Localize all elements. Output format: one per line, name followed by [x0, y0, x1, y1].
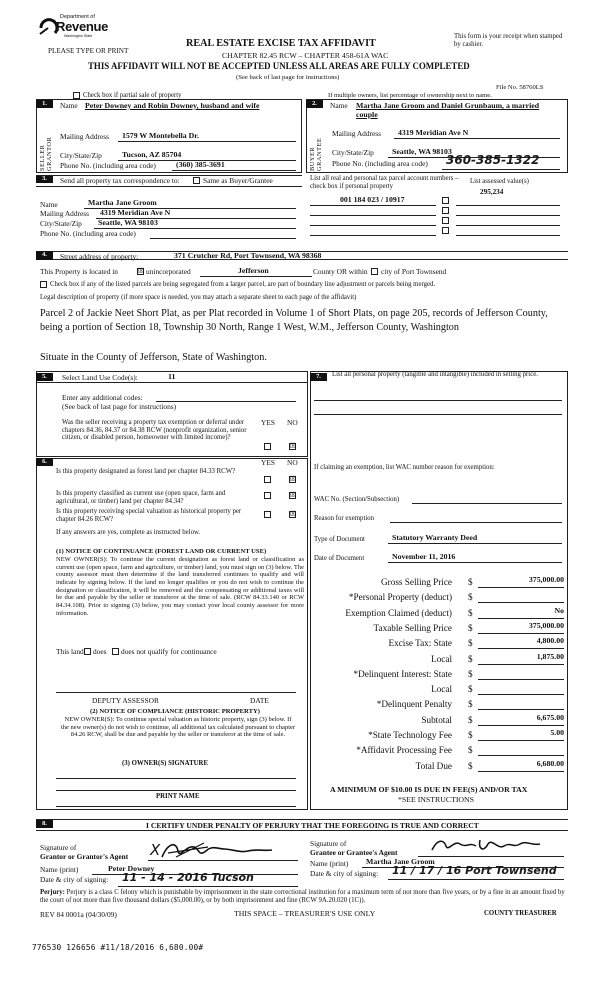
seller-name-label: Name	[60, 101, 78, 110]
see-instructions: *SEE INSTRUCTIONS	[398, 795, 475, 804]
seller-addr-label: Mailing Address	[60, 132, 110, 141]
section-5-number: 5.	[36, 373, 53, 381]
doc-date-label: Date of Document	[314, 555, 365, 562]
agency-line2: Washington State	[64, 34, 93, 38]
grantee-sig-label-a: Signature of	[310, 839, 347, 848]
tax-row	[312, 684, 564, 696]
same-as-buyer-checkbox[interactable]	[193, 177, 200, 184]
tax-row	[312, 712, 564, 727]
seller-side-label: SELLER GRANTOR	[39, 136, 54, 171]
tax-row-dollar: $	[468, 745, 473, 756]
tax-row-label: Subtotal	[421, 714, 452, 725]
notice-1-text: NEW OWNER(S): To continue the current designation as forest land or classification as current use (open space, farm and agriculture, or timber) land, you must sign on (3) below. The county assessor must then determine if the land transferred continues to qualify and will indicate by signing below. If the land no longer qualifies or you do not wish to continue the designation or classification, it will be removed and the compensating or additional taxes will be due and payable by the seller or transferor at the time of sale. (RCW 84.33.140 or RCW 84.34.108). Prior to signing (3) below, you may contact your local county assessor for more information.	[56, 556, 304, 617]
tax-row-dollar: $	[468, 577, 473, 587]
tax-row	[312, 745, 564, 757]
grantee-name[interactable]: Martha Jane Groom	[366, 857, 435, 866]
tax-row-dollar: $	[468, 622, 473, 633]
tax-row	[312, 592, 564, 604]
seller-phone[interactable]: (360) 385-3691	[176, 160, 225, 169]
exemption-no-checkbox[interactable]: ☒	[290, 442, 297, 450]
tax-row-label: *Personal Property (deduct)	[348, 592, 452, 603]
buyer-side-label: BUYER GRANTEE	[309, 137, 324, 171]
unincorporated-checkbox[interactable]: ☒	[138, 267, 145, 275]
tax-row-value[interactable]: No	[554, 605, 564, 615]
seller-addr[interactable]: 1579 W Montebella Dr.	[122, 131, 199, 140]
seller-city[interactable]: Tucson, AZ 85704	[122, 150, 182, 159]
grantor-sig-label-b: Grantor or Grantor's Agent	[40, 852, 129, 861]
no-header-6: NO	[287, 458, 298, 467]
personal-property-label: List all personal property (tangible and intangible) included in selling price.	[332, 371, 538, 378]
grantee-date-label: Date & city of signing:	[310, 869, 379, 878]
notice-1-title: (1) NOTICE OF CONTINUANCE (FOREST LAND OR CURRENT USE)	[56, 548, 267, 555]
personal-property-checkbox-3[interactable]	[442, 217, 449, 224]
owner-signature-label: (3) OWNER(S) SIGNATURE	[122, 760, 208, 767]
wac-number-label: WAC No. (Section/Subsection)	[314, 496, 400, 503]
tax-row-dollar: $	[468, 607, 473, 618]
tax-row	[312, 758, 564, 773]
tax-row-dollar: $	[468, 668, 473, 679]
buyer-phone-label: Phone No. (including area code)	[332, 159, 428, 168]
partial-sale-checkbox[interactable]	[73, 92, 80, 99]
receipt-note: This form is your receipt when stamped by cashier.	[454, 33, 563, 48]
street-label: Street address of property:	[60, 252, 139, 261]
doc-date[interactable]: November 11, 2016	[392, 552, 456, 561]
partial-sale-label: Check box if partial sale of property	[83, 92, 182, 99]
tax-row-label: Excise Tax: State	[388, 638, 452, 649]
tax-row	[312, 699, 564, 711]
certify-text: I CERTIFY UNDER PENALTY OF PERJURY THAT THE FOREGOING IS TRUE AND CORRECT	[146, 821, 479, 830]
tax-row	[312, 730, 564, 742]
same-as-buyer-label: Same as Buyer/Grantee	[203, 176, 273, 185]
buyer-city-label: City/State/Zip	[332, 148, 374, 157]
tax-row	[312, 605, 564, 620]
reason-label: Reason for exemption	[314, 515, 375, 522]
tax-row-value[interactable]: 1,875.00	[536, 651, 564, 661]
tax-row	[312, 651, 564, 666]
doc-type-label: Type of Document	[314, 536, 365, 543]
tax-row-label: *Affidavit Processing Fee	[356, 745, 452, 756]
section-6-number: 6.	[36, 458, 53, 466]
section-8-number: 8.	[36, 820, 53, 828]
personal-property-checkbox-1[interactable]	[442, 197, 449, 204]
parcel-heading: List all real and personal tax parcel account numbers – check box if personal property	[310, 175, 459, 190]
buyer-phone[interactable]: 360-385-1322	[446, 153, 540, 167]
no-header-5: NO	[287, 418, 298, 427]
corr-city-label: City/State/Zip	[40, 219, 82, 228]
county-treasurer: COUNTY TREASURER	[484, 910, 557, 917]
grantee-sig-label-b: Grantee or Grantee's Agent	[310, 848, 398, 857]
perjury-block	[40, 889, 566, 906]
historic-question: Is this property receiving special valuation as historical property per chapter 84.26 RCW?	[56, 508, 242, 523]
tax-row-value[interactable]: 6,680.00	[536, 758, 564, 768]
land-does-not-label: does not qualify for continuance	[121, 647, 217, 656]
historic-no-checkbox[interactable]: ☒	[290, 510, 297, 518]
grantor-date-place[interactable]: 11 - 14 - 2016 Tucson	[122, 871, 254, 884]
print-name-label: PRINT NAME	[156, 793, 200, 800]
section-1-number: 1.	[36, 100, 53, 108]
agency-line1: Department of	[60, 14, 95, 20]
section-2-number: 2.	[306, 100, 323, 108]
tax-row	[312, 669, 564, 681]
section-7-number: 7.	[310, 373, 327, 381]
section-3-label: Send all property tax correspondence to:	[60, 176, 180, 185]
tax-row	[312, 577, 564, 589]
tax-row-label: *Delinquent Interest: State	[353, 668, 452, 679]
legal-label: Legal description of property (if more space is needed, you may attach a separate sheet to each page of the affidavit)	[40, 294, 357, 301]
county-or-label: County OR within	[313, 267, 368, 276]
minimum-note: A MINIMUM OF $10.00 IS DUE IN FEE(S) AND/OR TAX	[330, 785, 528, 794]
corr-name[interactable]: Martha Jane Groom	[88, 198, 157, 207]
tax-row-dollar: $	[468, 699, 473, 710]
section-3-number: 3.	[36, 175, 53, 183]
notice-2-text: NEW OWNER(S): To continue special valuation as historic property, sign (3) below. If the new owner(s) do not wish to continue, all additional tax calculated pursuant to chapter 84.26 RCW, shall be due and payable by the seller or transferor at the time of sale.	[60, 716, 296, 739]
yes-header-6: YES	[261, 458, 275, 467]
tax-row-dollar: $	[468, 714, 473, 725]
buyer-addr-label: Mailing Address	[332, 129, 382, 138]
county-name[interactable]: Jefferson	[238, 266, 269, 275]
forest-no-checkbox[interactable]: ☒	[290, 475, 297, 483]
perjury-text: Perjury is a class C felony which is punishable by imprisonment in the state correctional institution for a maximum term of not more than five years, or by a fine in an amount fixed by the court of not more than five thousand dollars ($5,000.00), or by both imprisonment and fine (RCW 9A.20.020 (1C)).	[40, 889, 565, 905]
buyer-addr[interactable]: 4319 Meridian Ave N	[398, 128, 469, 137]
grantor-date-label: Date & city of signing:	[40, 875, 109, 884]
tax-row-label: Taxable Selling Price	[373, 622, 452, 633]
tax-row-label: *Delinquent Penalty	[376, 699, 452, 710]
tax-row-dollar: $	[468, 730, 473, 740]
tax-row-value[interactable]: 6,675.00	[536, 712, 564, 722]
wac-claim-label: If claiming an exemption, list WAC number reason for exemption:	[314, 464, 495, 471]
tax-row-dollar: $	[468, 592, 473, 603]
tax-row-label: Total Due	[415, 760, 452, 771]
historic-yes-checkbox[interactable]	[264, 511, 271, 518]
tax-row-dollar: $	[468, 684, 473, 695]
section-4-number: 4.	[36, 251, 53, 260]
land-does-not-checkbox[interactable]	[112, 648, 119, 655]
tax-row-label: Local	[431, 684, 452, 695]
assessed-heading: List assessed value(s)	[470, 178, 529, 185]
tax-row	[312, 638, 564, 650]
this-land-label: This land	[56, 647, 84, 656]
tax-row-value[interactable]: 375,000.00	[528, 620, 564, 630]
tax-row-label: *State Technology Fee	[368, 730, 452, 740]
grantee-date-place[interactable]: 11 / 17 / 16 Port Townsend	[392, 864, 557, 877]
corr-addr-label: Mailing Address	[40, 209, 90, 218]
grantee-name-label: Name (print)	[310, 859, 349, 868]
tax-row-dollar: $	[468, 653, 473, 664]
svg-text:X: X	[150, 841, 161, 859]
ownership-note: If multiple owners, list percentage of ownership next to name.	[328, 92, 492, 99]
tax-row-label: Local	[431, 653, 452, 664]
deputy-date-label: DATE	[250, 696, 269, 705]
corr-phone-label: Phone No. (including area code)	[40, 229, 136, 238]
treasurer-space: THIS SPACE – TREASURER'S USE ONLY	[234, 909, 376, 918]
segregated-checkbox[interactable]	[40, 281, 47, 288]
located-label: This Property is located in	[40, 267, 118, 276]
additional-codes-label: Enter any additional codes:	[62, 393, 143, 402]
seller-phone-label: Phone No. (including area code)	[60, 161, 156, 170]
current-use-no-checkbox[interactable]: ☒	[290, 491, 297, 499]
perjury-title: Perjury:	[40, 889, 65, 896]
segregated-label: Check box if any of the listed parcels are being segregated from a larger parcel, are part of boundary line adjustment or parcels being merged.	[50, 281, 436, 288]
exemption-yes-checkbox[interactable]	[264, 443, 271, 450]
legal-description[interactable]: Parcel 2 of Jackie Neet Short Plat, as per Plat recorded in Volume 1 of Short Plats, on page 205, records of Jefferson County, being a portion of Section 18, Township 30 North, Range 1 West, W.M., Jefferson County, Washington	[40, 308, 548, 333]
file-no: File No. 58760LS	[496, 84, 544, 91]
city-of-label: city of Port Townsend	[381, 267, 447, 276]
exemption-question: Was the seller receiving a property tax exemption or deferral under chapters 84.36, 84.37 or 84.38 RCW (nonprofit organization, senior citizen, or disabled person, homeowner with limited income)?	[62, 419, 247, 442]
unincorporated-label: unincorporated	[146, 267, 191, 276]
within-city-checkbox[interactable]	[371, 268, 378, 275]
seller-name[interactable]: Peter Downey and Robin Downey, husband and wife	[85, 101, 260, 110]
grantor-sig-label-a: Signature of	[40, 843, 77, 852]
tax-row-value[interactable]: 5.00	[550, 728, 564, 737]
tax-row-dollar: $	[468, 760, 473, 771]
additional-codes-note: (See back of last page for instructions)	[62, 402, 177, 411]
cashier-stamp: 776530 126656 #11/18/2016 6,680.00#	[32, 943, 204, 952]
situate-text[interactable]: Situate in the County of Jefferson, State of Washington.	[40, 352, 267, 363]
agency-brand: Revenue	[56, 19, 109, 34]
forest-yes-checkbox[interactable]	[264, 476, 271, 483]
personal-property-checkbox-2[interactable]	[442, 207, 449, 214]
corr-addr[interactable]: 4319 Meridian Ave N	[100, 208, 171, 217]
if-any-yes-note: If any answers are yes, complete as instructed below.	[56, 529, 201, 536]
print-note: PLEASE TYPE OR PRINT	[48, 47, 129, 55]
form-title: REAL ESTATE EXCISE TAX AFFIDAVIT	[186, 38, 376, 49]
buyer-city[interactable]: Seattle, WA 98103	[392, 147, 452, 156]
buyer-name[interactable]: Martha Jane Groom and Daniel Grunbaum, a married couple	[356, 101, 540, 119]
assessed-value[interactable]: 295,234	[480, 188, 504, 196]
corr-name-label: Name	[40, 200, 58, 209]
street-address[interactable]: 371 Crutcher Rd, Port Townsend, WA 98368	[174, 251, 322, 260]
form-number: REV 84 0001a (04/30/09)	[40, 910, 117, 919]
land-use-code[interactable]: 11	[168, 372, 176, 381]
corr-city[interactable]: Seattle, WA 98103	[98, 218, 158, 227]
revenue-logo	[38, 12, 108, 42]
doc-type[interactable]: Statutory Warranty Deed	[392, 533, 478, 542]
land-does-checkbox[interactable]	[84, 648, 91, 655]
parcel-number[interactable]: 001 184 023 / 10917	[340, 195, 405, 204]
forest-question: Is this property designated as forest land per chapter 84.33 RCW?	[56, 468, 236, 475]
notice-2-title: (2) NOTICE OF COMPLIANCE (HISTORIC PROPERTY)	[90, 708, 260, 715]
land-does-label: does	[93, 647, 107, 656]
tax-row-label: Exemption Claimed (deduct)	[345, 607, 452, 618]
buyer-name-label: Name	[330, 101, 348, 110]
grantee-signature[interactable]	[428, 836, 558, 856]
grantor-signature[interactable]	[148, 839, 278, 861]
form-subtitle: CHAPTER 82.45 RCW – CHAPTER 458-61A WAC	[222, 51, 389, 60]
land-use-label: Select Land Use Code(s):	[62, 373, 138, 382]
warning: THIS AFFIDAVIT WILL NOT BE ACCEPTED UNLESS ALL AREAS ARE FULLY COMPLETED	[88, 61, 470, 71]
see-back: (See back of last page for instructions)	[236, 74, 340, 81]
seller-city-label: City/State/Zip	[60, 151, 102, 160]
current-use-yes-checkbox[interactable]	[264, 492, 271, 499]
tax-row-value[interactable]: 375,000.00	[528, 575, 564, 584]
current-use-question: Is this property classified as current use (open space, farm and agricultural, or timber) land per chapter 84.34?	[56, 490, 226, 505]
yes-header-5: YES	[261, 418, 275, 427]
tax-row-value[interactable]: 4,800.00	[536, 636, 564, 646]
deputy-assessor-label: DEPUTY ASSESSOR	[92, 696, 159, 705]
grantor-name-label: Name (print)	[40, 865, 79, 874]
personal-property-checkbox-4[interactable]	[442, 227, 449, 234]
tax-row-dollar: $	[468, 638, 473, 649]
grantor-name[interactable]: Peter Downey	[108, 864, 155, 873]
tax-row-label: Gross Selling Price	[381, 577, 452, 587]
tax-row	[312, 620, 564, 635]
